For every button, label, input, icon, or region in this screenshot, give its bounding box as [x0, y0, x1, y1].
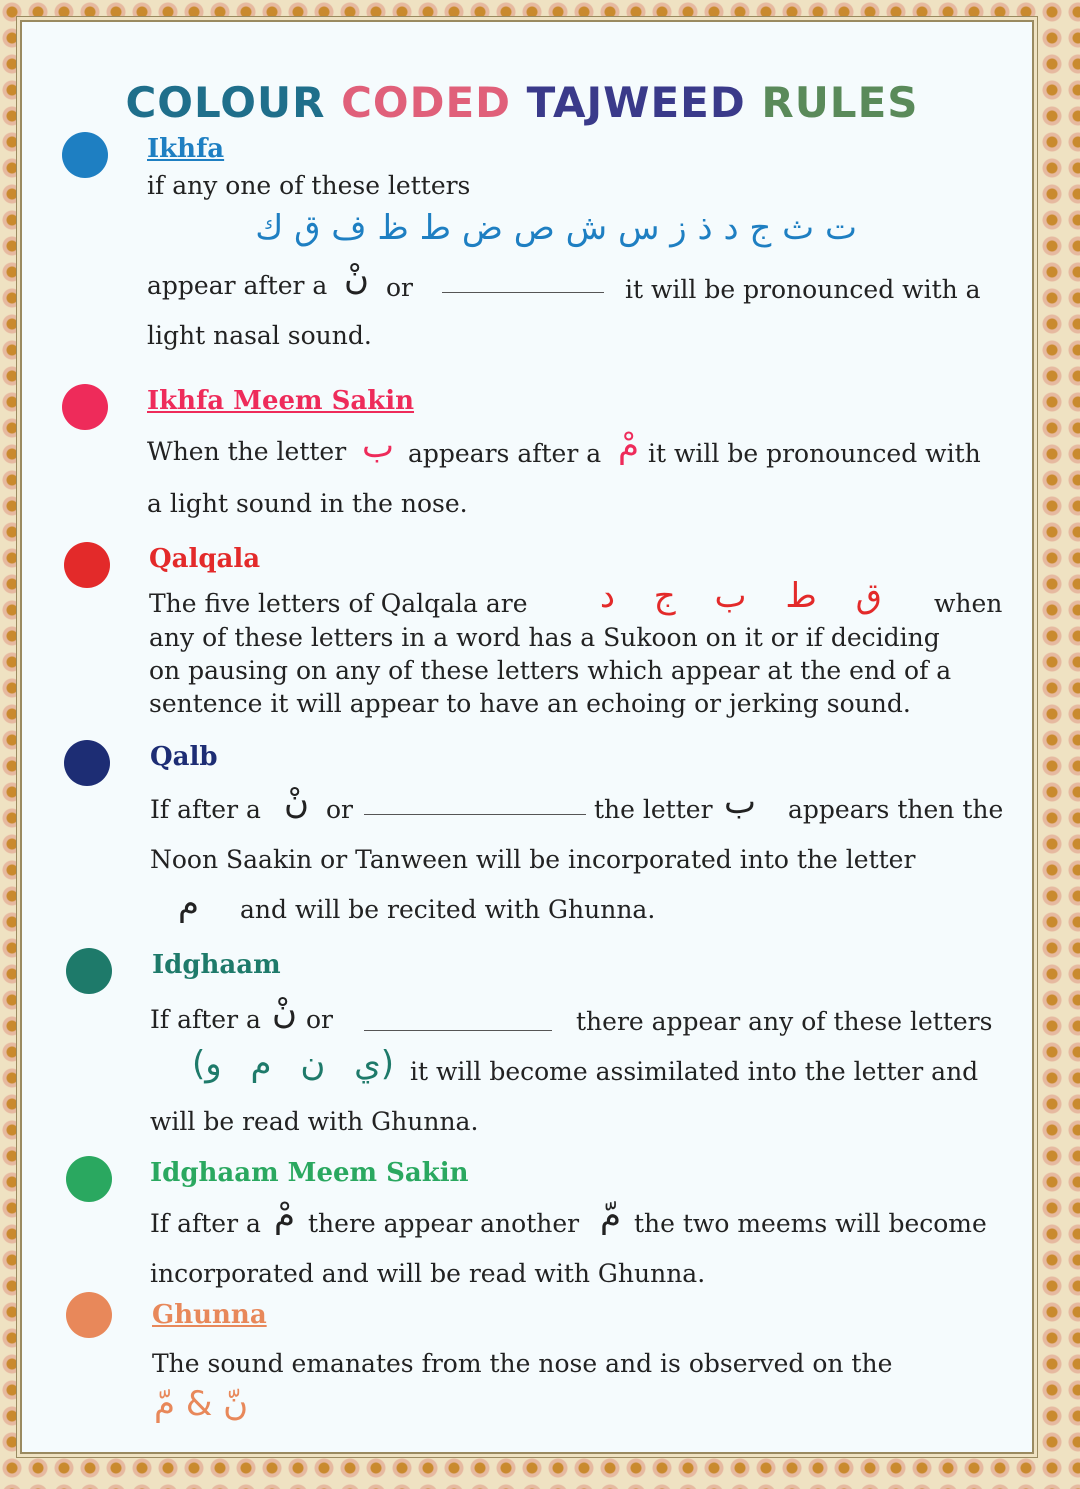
- tanween-line-icon: [364, 1030, 552, 1031]
- idghaam-line-2: it will become assimilated into the letter and: [410, 1057, 979, 1086]
- qalqala-heading: Qalqala: [149, 544, 261, 574]
- ikhfa-line-1: if any one of these letters: [147, 171, 471, 200]
- ghunna-color-dot: [66, 1292, 112, 1338]
- qalb-or: or: [326, 795, 354, 824]
- qalqala-letters: ق ط ب ج د: [599, 576, 882, 616]
- idghaam-meem-heading: Idghaam Meem Sakin: [150, 1158, 469, 1188]
- ghunna-letters: نّ & مّ: [154, 1384, 249, 1424]
- ikhfa-line-2a: appear after a: [147, 271, 328, 300]
- ikhfa-heading: Ikhfa: [147, 134, 225, 164]
- ghunna-line-1: The sound emanates from the nose and is observed on the: [152, 1349, 893, 1378]
- ikhfa-letters: ت ث ج د ذ ز س ش ص ض ط ظ ف ق ك: [255, 208, 857, 248]
- ikhfa-noon: نْ: [344, 258, 369, 298]
- qalqala-line-3: on pausing on any of these letters which appear at the end of a: [149, 656, 952, 685]
- idghaam-meem-line-2: incorporated and will be read with Ghunna.: [150, 1259, 706, 1288]
- idghaam-color-dot: [66, 948, 112, 994]
- idghaam-meem-line-1c: the two meems will become: [634, 1209, 987, 1238]
- ikhfa-meem-line-2: a light sound in the nose.: [147, 489, 468, 518]
- ikhfa-line-3: light nasal sound.: [147, 321, 372, 350]
- tanween-line-icon: [364, 814, 586, 815]
- qalb-meem: م: [178, 884, 200, 924]
- ikhfa-meem-heading: Ikhfa Meem Sakin: [147, 386, 415, 416]
- ikhfa-color-dot: [62, 132, 108, 178]
- qalqala-line-1b: when: [934, 589, 1003, 618]
- qalqala-color-dot: [64, 542, 110, 588]
- qalb-line-2: Noon Saakin or Tanween will be incorporated into the letter: [150, 845, 916, 874]
- qalqala-line-2: any of these letters in a word has a Sukoon on it or if deciding: [149, 623, 940, 652]
- idghaam-heading: Idghaam: [152, 950, 281, 980]
- ghunna-heading: Ghunna: [152, 1300, 267, 1330]
- title-part-coded: CODED: [341, 78, 527, 127]
- title-part-rules: RULES: [761, 78, 919, 127]
- page-title: [22, 78, 1022, 127]
- ikhfa-meem-ba: ب: [362, 426, 395, 466]
- idghaam-meem-line-1b: there appear another: [308, 1209, 580, 1238]
- qalb-line-1b: the letter: [594, 795, 713, 824]
- tanween-line-icon: [442, 292, 604, 293]
- page-sheet: [22, 22, 1032, 1452]
- ikhfa-meem-meem: مْ: [618, 426, 640, 466]
- idghaam-line-1b: there appear any of these letters: [576, 1007, 993, 1036]
- qalqala-line-4: sentence it will appear to have an echoing or jerking sound.: [149, 689, 911, 718]
- idghaam-meem-line-1a: If after a: [150, 1209, 261, 1238]
- ikhfa-meem-line-1a: When the letter: [147, 437, 347, 466]
- idghaam-meem-meem-2: مّ: [600, 1196, 622, 1236]
- title-part-tajweed: TAJWEED: [526, 78, 762, 127]
- qalb-line-1c: appears then the: [788, 795, 1004, 824]
- qalb-heading: Qalb: [150, 742, 218, 772]
- qalb-noon: نْ: [284, 782, 309, 822]
- ikhfa-meem-line-1c: it will be pronounced with: [648, 439, 981, 468]
- ikhfa-or: or: [386, 273, 414, 302]
- ikhfa-line-2b: it will be pronounced with a: [625, 275, 981, 304]
- idghaam-noon: نْ: [272, 992, 297, 1032]
- qalb-line-3: and will be recited with Ghunna.: [240, 895, 656, 924]
- qalb-line-1a: If after a: [150, 795, 261, 824]
- ikhfa-meem-color-dot: [62, 384, 108, 430]
- idghaam-letters: (ي ن م و): [191, 1044, 394, 1084]
- qalb-ba: ب: [724, 782, 757, 822]
- title-part-colour: COLOUR: [125, 78, 342, 127]
- qalqala-line-1a: The five letters of Qalqala are: [149, 589, 528, 618]
- idghaam-meem-color-dot: [66, 1156, 112, 1202]
- idghaam-line-3: will be read with Ghunna.: [150, 1107, 479, 1136]
- ikhfa-meem-line-1b: appears after a: [408, 439, 602, 468]
- qalb-color-dot: [64, 740, 110, 786]
- idghaam-meem-meem: مْ: [274, 1196, 296, 1236]
- idghaam-line-1a: If after a: [150, 1005, 261, 1034]
- idghaam-or: or: [306, 1005, 334, 1034]
